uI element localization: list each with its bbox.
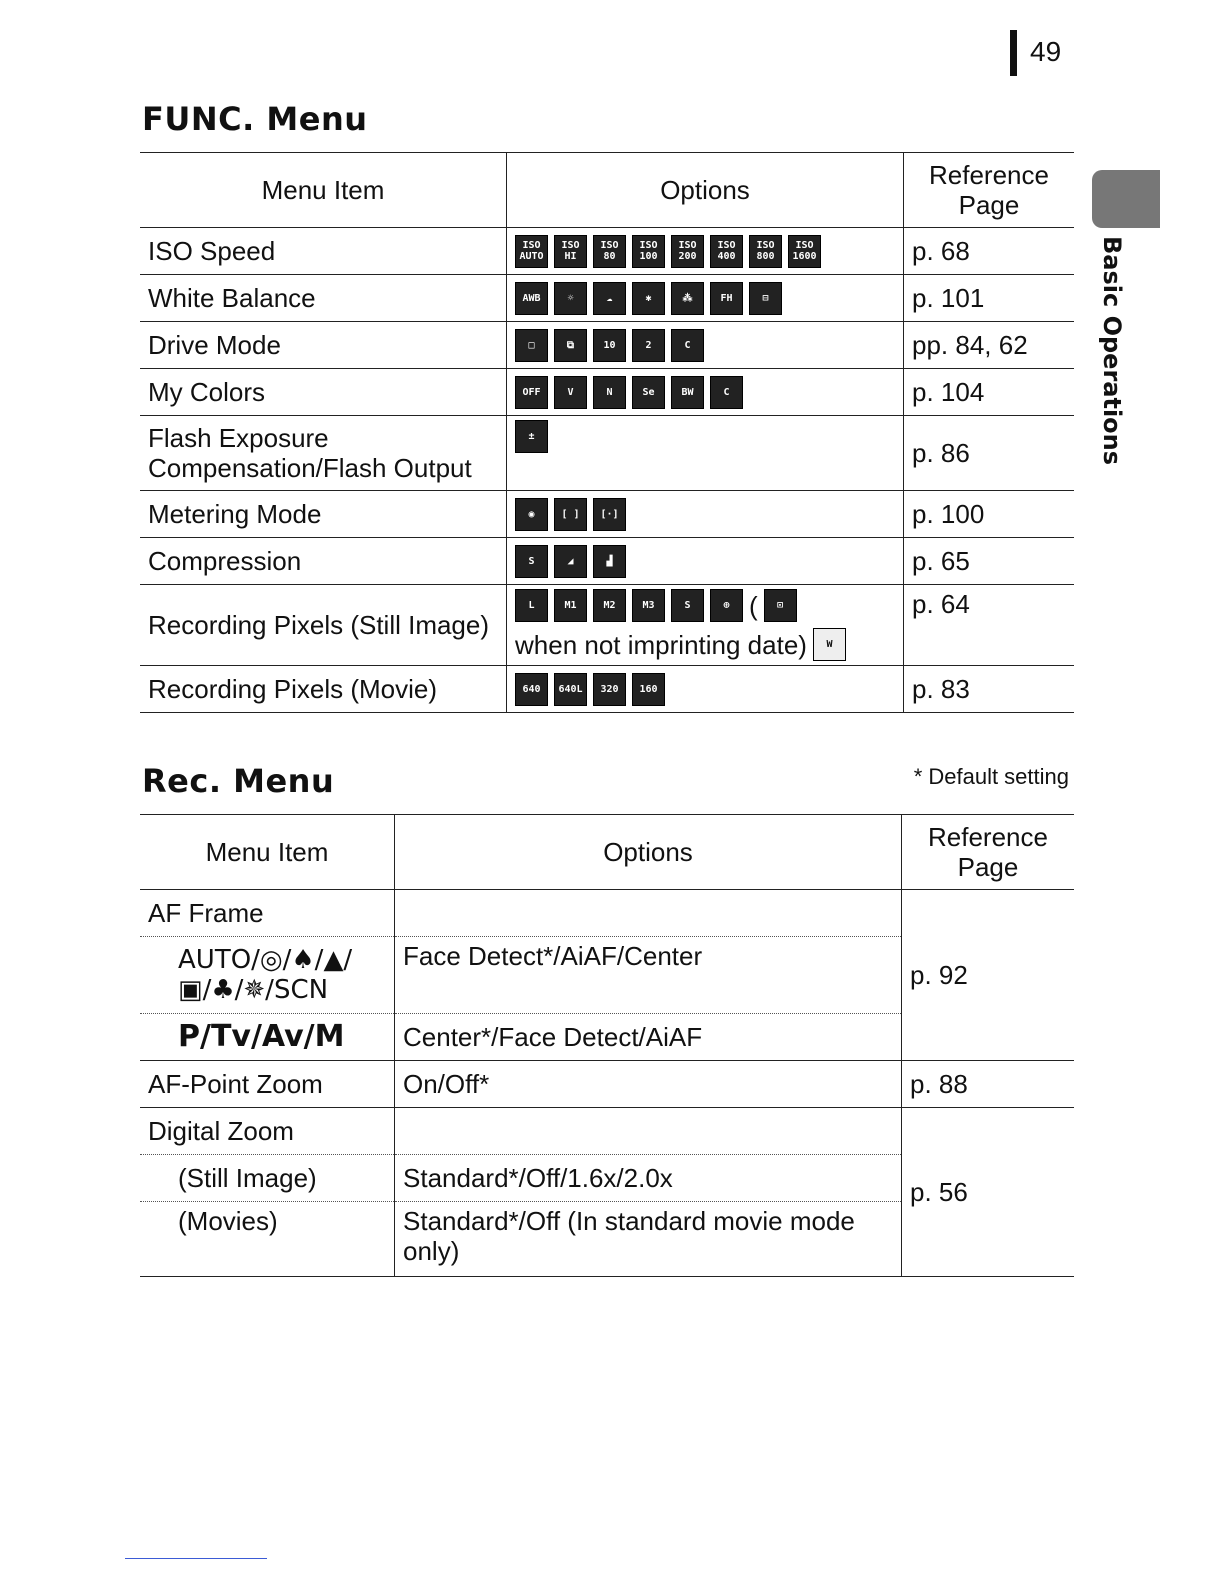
mode-icon: [ ] xyxy=(554,498,587,531)
af-frame-p-modes: P/Tv/Av/M xyxy=(140,1014,395,1061)
func-row xyxy=(140,275,1074,322)
func-row-item: Drive Mode xyxy=(140,322,507,369)
func-row-item: Recording Pixels (Movie) xyxy=(140,666,507,713)
af-frame-p-options: Center*/Face Detect/AiAF xyxy=(395,1014,902,1061)
mode-icon: ISO 200 xyxy=(671,235,704,268)
func-row xyxy=(140,585,1074,666)
mode-icon: ▟ xyxy=(593,545,626,578)
mode-icon: ⊟ xyxy=(749,282,782,315)
mode-icon: ISO HI xyxy=(554,235,587,268)
func-row xyxy=(140,538,1074,585)
af-frame-empty xyxy=(395,890,902,937)
mode-icon: [·] xyxy=(593,498,626,531)
func-row xyxy=(140,369,1074,416)
col-header-options: Options xyxy=(395,815,902,890)
mode-icon: ☁ xyxy=(593,282,626,315)
mode-icon: □ xyxy=(515,329,548,362)
image-icon: ⊡ xyxy=(764,589,797,622)
digital-zoom-empty xyxy=(395,1108,902,1155)
col-header-item: Menu Item xyxy=(140,815,395,890)
af-frame-auto-modes: AUTO/◎/♠/▲/ ▣/♣/✵/SCN xyxy=(140,937,395,1014)
digital-zoom-still-label: (Still Image) xyxy=(140,1155,395,1202)
mode-icon: ✱ xyxy=(632,282,665,315)
section-tab xyxy=(1092,170,1160,228)
func-row-ref: p. 64 xyxy=(904,585,1075,666)
mode-icon: ISO 100 xyxy=(632,235,665,268)
func-row xyxy=(140,416,1074,491)
page-number: 49 xyxy=(1030,36,1062,67)
func-row-item: Recording Pixels (Still Image) xyxy=(140,585,507,666)
func-menu-title: FUNC. Menu xyxy=(142,100,368,138)
func-row-ref: p. 100 xyxy=(904,491,1075,538)
af-zoom-options: On/Off* xyxy=(395,1061,902,1108)
func-row-item: ISO Speed xyxy=(140,228,507,275)
digital-zoom-still-options: Standard*/Off/1.6x/2.0x xyxy=(395,1155,902,1202)
func-menu-table xyxy=(140,152,1074,713)
mode-icon: ± xyxy=(515,420,548,453)
options-note: when not imprinting date) xyxy=(515,629,807,660)
mode-icon: 10 xyxy=(593,329,626,362)
mode-icon: M2 xyxy=(593,589,626,622)
af-zoom-ref: p. 88 xyxy=(902,1061,1075,1108)
mode-icon: ☼ xyxy=(554,282,587,315)
options-note-open: ( xyxy=(749,590,758,621)
func-row-item: White Balance xyxy=(140,275,507,322)
af-zoom-label: AF-Point Zoom xyxy=(140,1061,395,1108)
col-header-options: Options xyxy=(507,153,904,228)
mode-icon: 640L xyxy=(554,673,587,706)
mode-icon: N xyxy=(593,376,626,409)
func-row-options xyxy=(507,322,904,369)
func-row-item: Metering Mode xyxy=(140,491,507,538)
func-row-options xyxy=(507,416,904,491)
func-row-item: Compression xyxy=(140,538,507,585)
func-row-ref: p. 68 xyxy=(904,228,1075,275)
mode-icon: 320 xyxy=(593,673,626,706)
func-row xyxy=(140,666,1074,713)
mode-icon: ISO 80 xyxy=(593,235,626,268)
func-row-ref: p. 65 xyxy=(904,538,1075,585)
digital-zoom-label: Digital Zoom xyxy=(140,1108,395,1155)
col-header-ref: Reference Page xyxy=(902,815,1075,890)
mode-icon: 160 xyxy=(632,673,665,706)
rec-menu-title: Rec. Menu xyxy=(142,762,335,800)
mode-icon: S xyxy=(515,545,548,578)
wide-icon: W xyxy=(813,628,846,661)
func-row-ref: p. 86 xyxy=(904,416,1075,491)
page-number-bar xyxy=(1010,30,1017,76)
mode-icon: ⧉ xyxy=(554,329,587,362)
func-row-options xyxy=(507,369,904,416)
col-header-item: Menu Item xyxy=(140,153,507,228)
digital-zoom-movie-label: (Movies) xyxy=(140,1202,395,1277)
footer-rule xyxy=(125,1558,267,1559)
section-tab-label: Basic Operations xyxy=(1098,236,1126,466)
mode-icon: ISO 800 xyxy=(749,235,782,268)
func-row-ref: p. 101 xyxy=(904,275,1075,322)
func-row-options xyxy=(507,228,904,275)
mode-icon: C xyxy=(671,329,704,362)
func-row-options xyxy=(507,585,904,666)
func-row-options xyxy=(507,538,904,585)
mode-icon: 2 xyxy=(632,329,665,362)
func-row-options xyxy=(507,491,904,538)
func-row-ref: pp. 84, 62 xyxy=(904,322,1075,369)
func-row xyxy=(140,491,1074,538)
func-row-item: Flash Exposure Compensation/Flash Output xyxy=(140,416,507,491)
func-row-ref: p. 83 xyxy=(904,666,1075,713)
digital-zoom-movie-options: Standard*/Off (In standard movie mode only) xyxy=(395,1202,902,1277)
func-row xyxy=(140,228,1074,275)
mode-icon: AWB xyxy=(515,282,548,315)
func-row-options xyxy=(507,275,904,322)
digital-zoom-ref: p. 56 xyxy=(902,1108,1075,1277)
af-frame-label: AF Frame xyxy=(140,890,395,937)
mode-icon: M3 xyxy=(632,589,665,622)
mode-icon: OFF xyxy=(515,376,548,409)
mode-icon: 640 xyxy=(515,673,548,706)
af-frame-auto-options: Face Detect*/AiAF/Center xyxy=(395,937,902,1014)
mode-icon: ◢ xyxy=(554,545,587,578)
mode-icon: Se xyxy=(632,376,665,409)
rec-menu-table xyxy=(140,814,1074,1277)
mode-icon: ISO 1600 xyxy=(788,235,821,268)
func-row-options xyxy=(507,666,904,713)
mode-icon: ISO 400 xyxy=(710,235,743,268)
mode-icon: ⊕ xyxy=(710,589,743,622)
mode-icon: ⁂ xyxy=(671,282,704,315)
mode-icon: ◉ xyxy=(515,498,548,531)
mode-icon: S xyxy=(671,589,704,622)
func-row xyxy=(140,322,1074,369)
func-row-item: My Colors xyxy=(140,369,507,416)
mode-icon: L xyxy=(515,589,548,622)
col-header-ref: Reference Page xyxy=(904,153,1075,228)
mode-icon: M1 xyxy=(554,589,587,622)
mode-icon: V xyxy=(554,376,587,409)
mode-icon: BW xyxy=(671,376,704,409)
func-row-ref: p. 104 xyxy=(904,369,1075,416)
mode-icon: FH xyxy=(710,282,743,315)
af-frame-ref: p. 92 xyxy=(902,890,1075,1061)
mode-icon: C xyxy=(710,376,743,409)
default-setting-note: * Default setting xyxy=(913,764,1069,789)
mode-icon: ISO AUTO xyxy=(515,235,548,268)
